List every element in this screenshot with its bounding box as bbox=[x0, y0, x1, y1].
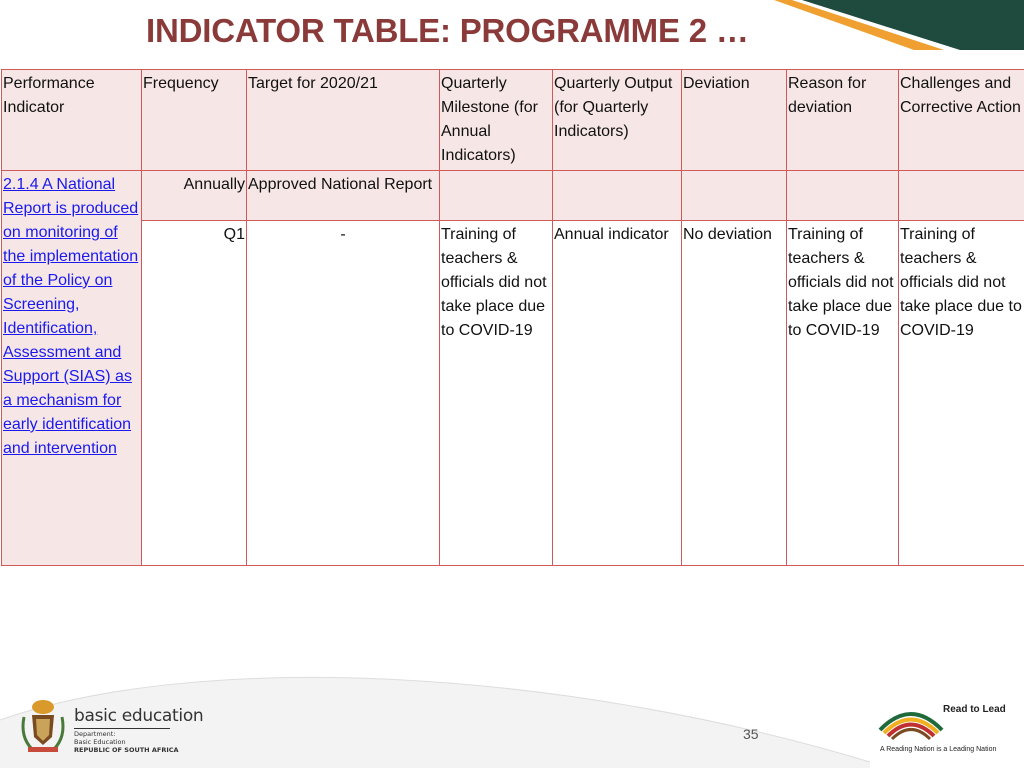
header-quarterly-milestone: Quarterly Milestone (for Annual Indicators) bbox=[440, 70, 553, 171]
reason-cell: Training of teachers & officials did not take place due to COVID-19 bbox=[787, 221, 899, 566]
coat-of-arms-icon bbox=[18, 697, 68, 755]
deviation-cell: No deviation bbox=[682, 221, 787, 566]
header-frequency: Frequency bbox=[142, 70, 247, 171]
header-deviation: Deviation bbox=[682, 70, 787, 171]
milestone-cell: Training of teachers & officials did not take place due to COVID-19 bbox=[440, 221, 553, 566]
header-target: Target for 2020/21 bbox=[247, 70, 440, 171]
indicator-link[interactable]: 2.1.4 A National Report is produced on monitoring of the implementation of the Policy on Screening, Identification, Assessment and Support (SIAS) as a mechanism for early identification and intervention bbox=[3, 176, 139, 457]
table-header-row bbox=[2, 70, 1024, 171]
milestone-cell bbox=[440, 171, 553, 221]
page-number: 35 bbox=[743, 726, 759, 742]
header-challenges: Challenges and Corrective Action bbox=[899, 70, 1024, 171]
output-cell bbox=[553, 171, 682, 221]
read-to-lead-icon bbox=[876, 700, 946, 744]
campaign-tagline: A Reading Nation is a Leading Nation bbox=[880, 746, 997, 753]
logo-line-1: Department: bbox=[74, 730, 116, 738]
reason-cell bbox=[787, 171, 899, 221]
table-row bbox=[2, 171, 1024, 221]
challenges-cell: Training of teachers & officials did not take place due to COVID-19 bbox=[899, 221, 1024, 566]
header-reason: Reason for deviation bbox=[787, 70, 899, 171]
deviation-cell bbox=[682, 171, 787, 221]
target-cell: Approved National Report bbox=[247, 171, 440, 221]
target-cell: - bbox=[247, 221, 440, 566]
challenges-cell bbox=[899, 171, 1024, 221]
logo-name: basic education bbox=[74, 706, 204, 726]
frequency-cell: Q1 bbox=[142, 221, 247, 566]
basic-education-logo bbox=[74, 706, 203, 754]
table-row bbox=[2, 221, 1024, 566]
header-performance-indicator: Performance Indicator bbox=[2, 70, 142, 171]
frequency-cell: Annually bbox=[142, 171, 247, 221]
logo-line-2: Basic Education bbox=[74, 738, 126, 746]
indicator-cell bbox=[2, 171, 142, 566]
logo-line-3: REPUBLIC OF SOUTH AFRICA bbox=[74, 746, 179, 754]
indicator-table bbox=[1, 69, 1024, 566]
header-quarterly-output: Quarterly Output (for Quarterly Indicators) bbox=[553, 70, 682, 171]
slide-title: INDICATOR TABLE: PROGRAMME 2 … bbox=[146, 12, 749, 49]
output-cell: Annual indicator bbox=[553, 221, 682, 566]
campaign-title: Read to Lead bbox=[943, 704, 1006, 715]
corner-decoration bbox=[764, 0, 1024, 50]
